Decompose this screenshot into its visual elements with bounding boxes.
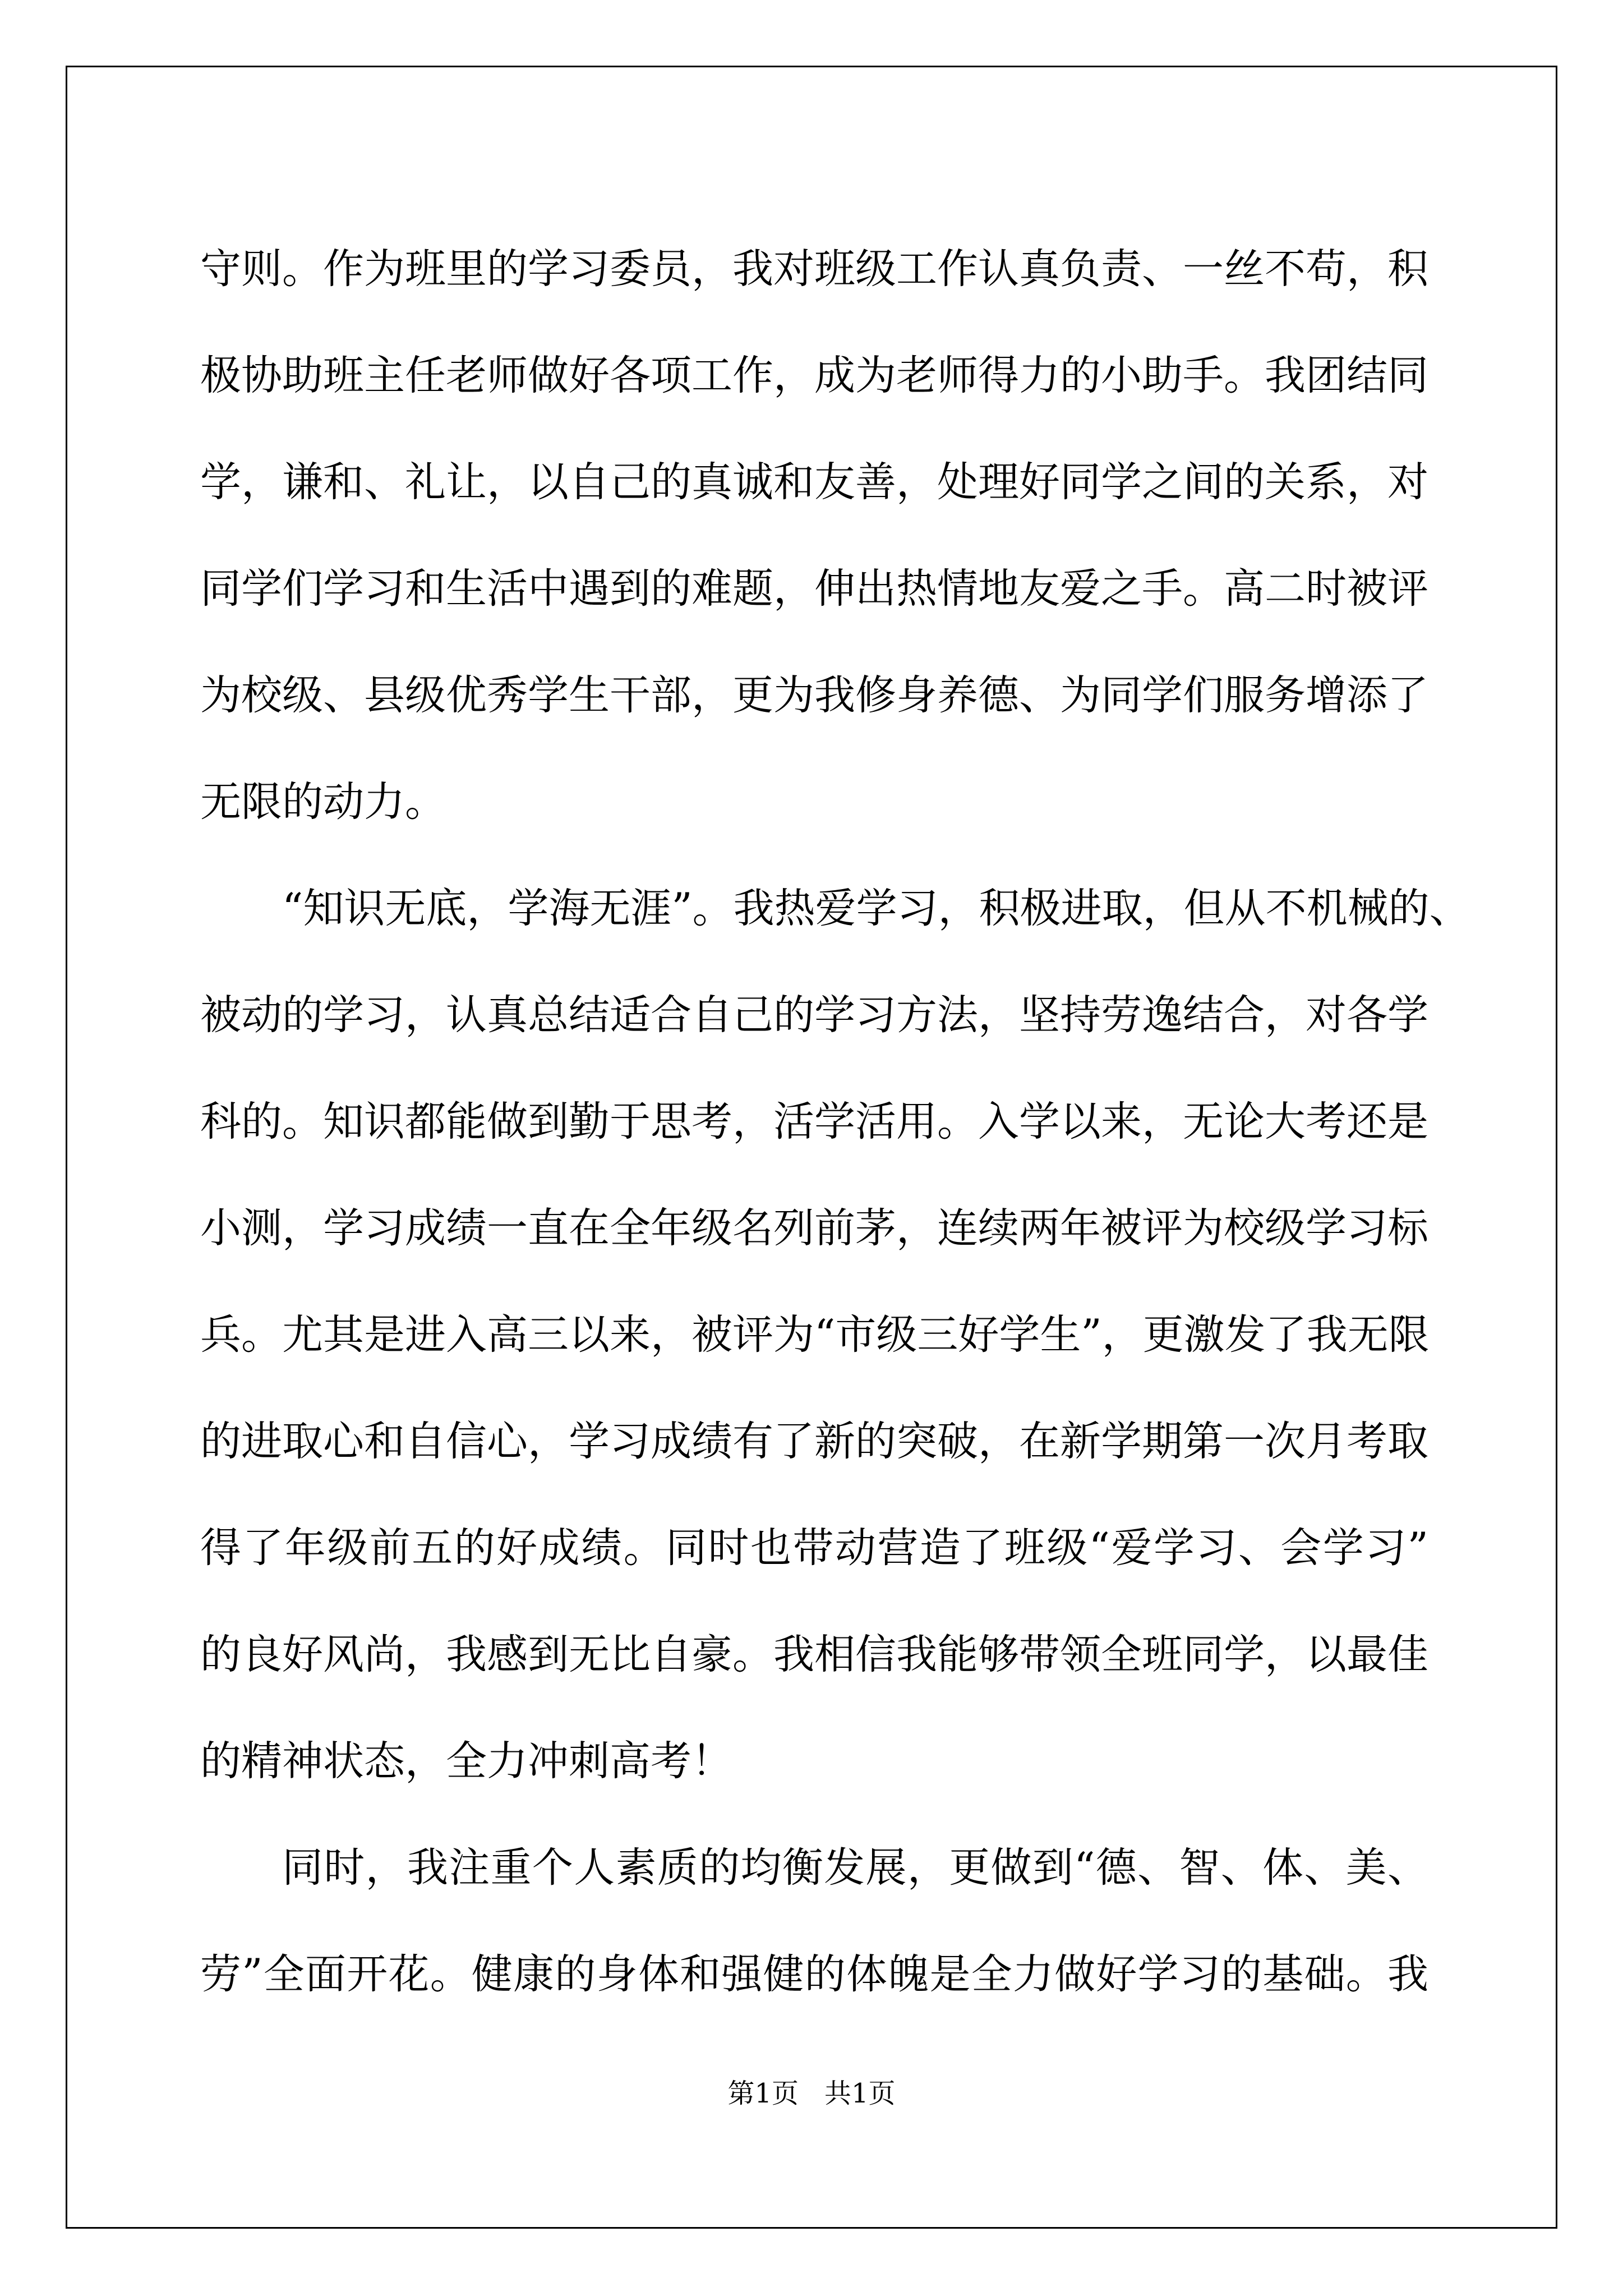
text-line: 兵。尤其是进入高三以来，被评为“市级三好学生”，更激发了我无限: [200, 1311, 1430, 1359]
document-body: [200, 216, 1470, 2028]
text-line: 学，谦和、礼让，以自己的真诚和友善，处理好同学之间的关系，对: [200, 458, 1428, 506]
page-number-current: 第1页: [727, 2078, 799, 2109]
page-number-total: 共1页: [824, 2078, 896, 2109]
text-line: 的精神状态，全力冲刺高考！: [200, 1737, 732, 1785]
paragraph-start-line: 同时，我注重个人素质的均衡发展，更做到“德、智、体、美、: [282, 1844, 1428, 1892]
paragraph-start-line: “知识无底，学海无涯”。我热爱学习，积极进取，但从不机械的、: [282, 885, 1470, 932]
text-line: 极协助班主任老师做好各项工作，成为老师得力的小助手。我团结同: [200, 352, 1428, 399]
text-line: 得了年级前五的好成绩。同时也带动营造了班级“爱学习、会学习”: [200, 1524, 1428, 1572]
text-line: 同学们学习和生活中遇到的难题，伸出热情地友爱之手。高二时被评: [200, 565, 1428, 613]
text-line: 无限的动力。: [200, 778, 446, 826]
text-line: 守则。作为班里的学习委员，我对班级工作认真负责、一丝不苟，积: [200, 245, 1428, 293]
page-footer: [0, 2076, 1623, 2111]
text-line: 小测，学习成绩一直在全年级名列前茅，连续两年被评为校级学习标: [200, 1204, 1428, 1252]
text-line: 的进取心和自信心，学习成绩有了新的突破，在新学期第一次月考取: [200, 1418, 1428, 1465]
text-line: 被动的学习，认真总结适合自己的学习方法，坚持劳逸结合，对各学: [200, 991, 1428, 1039]
text-line: 为校级、县级优秀学生干部，更为我修身养德、为同学们服务增添了: [200, 671, 1428, 719]
text-line: 的良好风尚，我感到无比自豪。我相信我能够带领全班同学，以最佳: [200, 1631, 1428, 1678]
text-line: 劳”全面开花。健康的身体和强健的体魄是全力做好学习的基础。我: [200, 1950, 1428, 1998]
text-line: 科的。知识都能做到勤于思考，活学活用。入学以来，无论大考还是: [200, 1098, 1428, 1145]
